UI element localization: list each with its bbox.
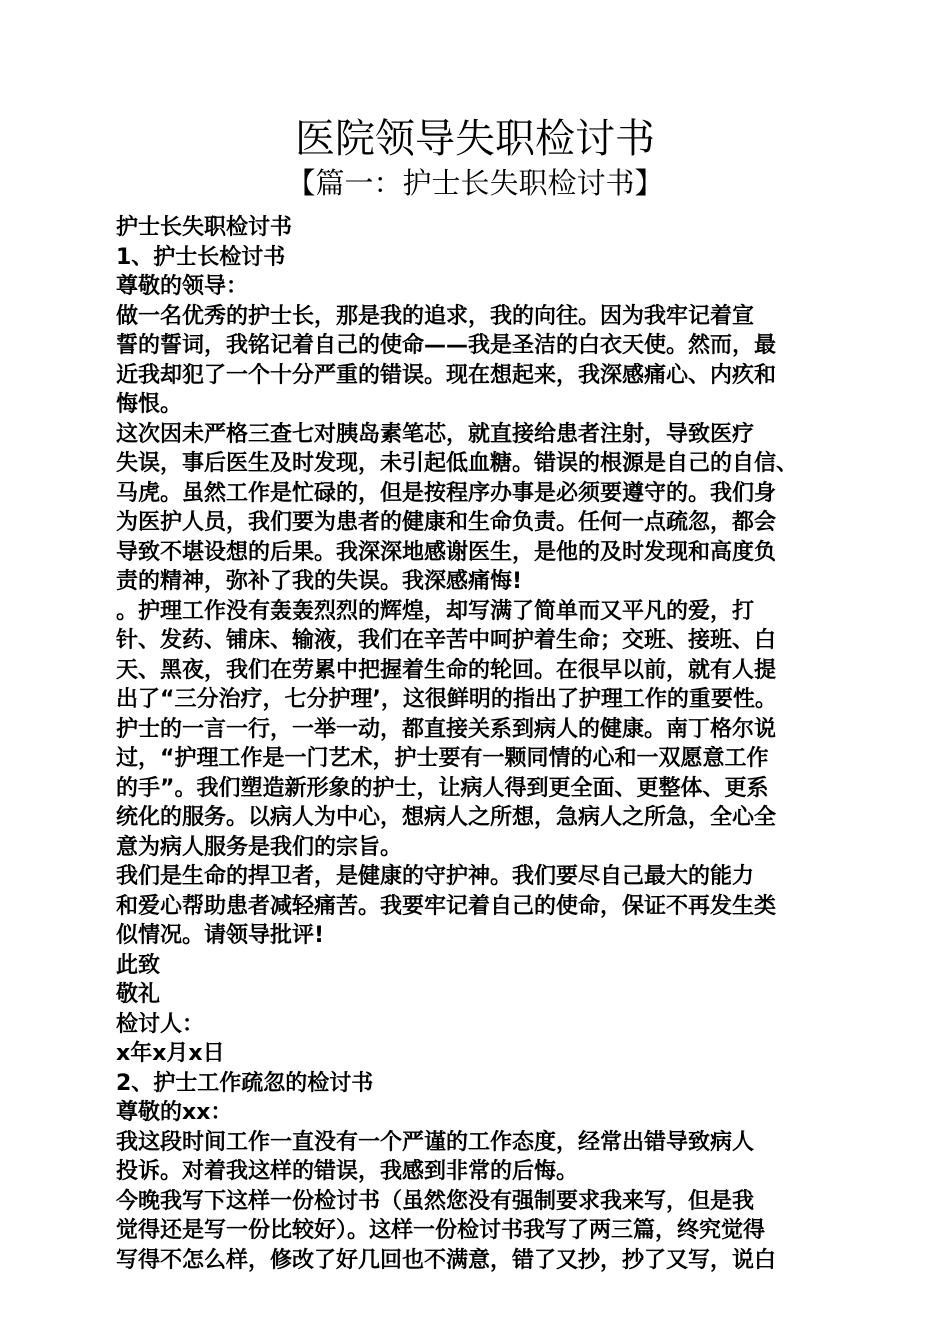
text-line: 意为病人服务是我们的宗旨。: [116, 834, 403, 860]
text-line: 我们是生命的捍卫者，是健康的守护神。我们要尽自己最大的能力: [116, 864, 755, 889]
text-line: 近我却犯了一个十分严重的错误。现在想起来，我深感痛心、内疚和: [116, 362, 777, 388]
text-line: 觉得还是写一份比较好）。这样一份检讨书我写了两三篇，终究觉得: [116, 1218, 766, 1243]
document-body: [116, 213, 836, 1275]
text-line: 尊敬的xx：: [116, 1100, 233, 1125]
text-line: 针、发药、铺床、输液，我们在辛苦中呵护着生命；交班、接班、白: [116, 628, 777, 653]
text-line: 过，“护理工作是一门艺术，护士要有一颗同情的心和一双愿意工作: [116, 746, 769, 771]
text-line: 悔恨。: [116, 392, 183, 417]
text-line: 似情况。请领导批评!: [116, 923, 325, 948]
text-line: 马虎。虽然工作是忙碌的，但是按程序办事是必须要遵守的。我们身: [116, 480, 777, 506]
text-line: 和爱心帮助患者减轻痛苦。我要牢记着自己的使命，保证不再发生类: [116, 893, 777, 919]
text-line: 1、护士长检讨书: [116, 244, 286, 270]
text-line: 天、黑夜，我们在劳累中把握着生命的轮回。在很早以前，就有人提: [116, 657, 777, 683]
text-line: 的手”。我们塑造新形象的护士，让病人得到更全面、更整体、更系: [116, 775, 769, 801]
text-line: 。护理工作没有轰轰烈烈的辉煌，却写满了简单而又平凡的爱，打: [116, 598, 755, 624]
text-line: 做一名优秀的护士长，那是我的追求，我的向往。因为我牢记着宣: [116, 303, 755, 329]
text-line: 今晚我写下这样一份检讨书（虽然您没有强制要求我来写，但是我: [116, 1188, 755, 1214]
text-line: x年x月x日: [116, 1041, 225, 1066]
text-line: 护士长失职检讨书: [116, 215, 293, 240]
text-line: 出了“三分治疗，七分护理’，这很鲜明的指出了护理工作的重要性。: [116, 687, 777, 712]
text-line: 护士的一言一行，一举一动，都直接关系到病人的健康。南丁格尔说: [116, 716, 777, 742]
text-line: 检讨人：: [116, 1011, 205, 1037]
text-line: 此致: [116, 952, 161, 978]
text-line: 责的精神，弥补了我的失误。我深感痛悔!: [116, 569, 523, 594]
text-line: 2、护士工作疏忽的检讨书: [116, 1070, 374, 1096]
document-title: 医院领导失职检讨书: [295, 116, 655, 162]
text-line: 敬礼: [116, 982, 161, 1007]
text-line: 为医护人员，我们要为患者的健康和生命负责。任何一点疏忽，都会: [116, 510, 777, 535]
text-line: 投诉。对着我这样的错误，我感到非常的后悔。: [116, 1159, 579, 1184]
text-line: 失误，事后医生及时发现，未引起低血糖。错误的根源是自己的自信、: [116, 451, 799, 476]
text-line: 我这段时间工作一直没有一个严谨的工作态度，经常出错导致病人: [116, 1129, 755, 1155]
text-line: 导致不堪设想的后果。我深深地感谢医生，是他的及时发现和高度负: [116, 539, 777, 565]
text-line: 尊敬的领导：: [116, 274, 249, 299]
text-line: 统化的服务。以病人为中心，想病人之所想，急病人之所急，全心全: [116, 805, 777, 830]
document-subtitle: 【篇一：护士长失职检讨书】: [286, 166, 664, 200]
text-line: 写得不怎么样，修改了好几回也不满意，错了又抄，抄了又写，说白: [116, 1247, 777, 1273]
text-line: 誓的誓词，我铭记着自己的使命——我是圣洁的白衣天使。然而，最: [116, 333, 777, 358]
text-line: 这次因未严格三查七对胰岛素笔芯，就直接给患者注射，导致医疗: [116, 421, 755, 447]
